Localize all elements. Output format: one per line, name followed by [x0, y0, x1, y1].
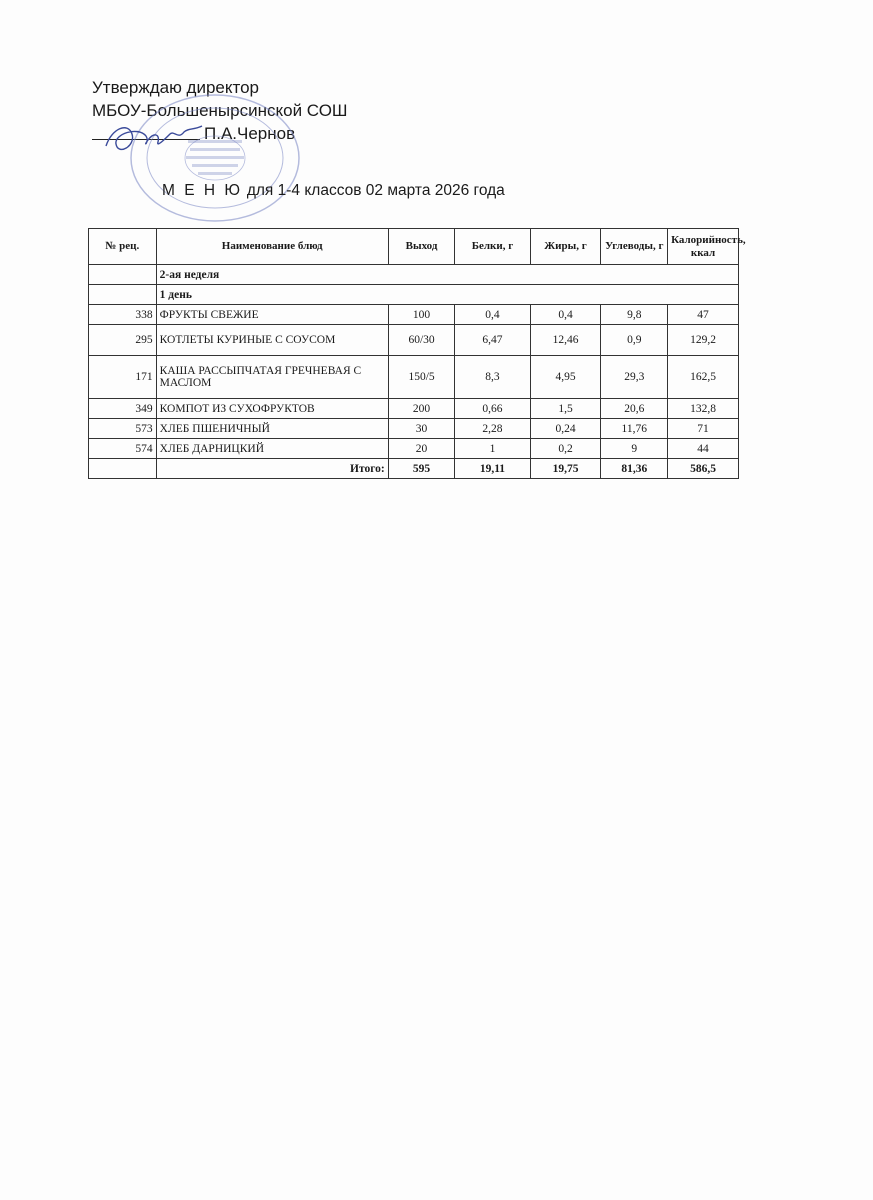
fat-cell: 12,46	[530, 325, 601, 356]
protein-cell: 8,3	[455, 356, 530, 399]
director-name: П.А.Чернов	[204, 124, 296, 143]
output-cell: 150/5	[388, 356, 455, 399]
dish-name: КАША РАССЫПЧАТАЯ ГРЕЧНЕВАЯ С МАСЛОМ	[156, 356, 388, 399]
total-output: 595	[388, 459, 455, 479]
protein-cell: 0,4	[455, 305, 530, 325]
day-label: 1 день	[156, 285, 738, 305]
total-calories: 586,5	[668, 459, 739, 479]
week-label: 2-ая неделя	[156, 265, 738, 285]
output-cell: 200	[388, 399, 455, 419]
output-cell: 20	[388, 439, 455, 459]
header-dish-name: Наименование блюд	[156, 229, 388, 265]
recipe-no: 574	[89, 439, 157, 459]
protein-cell: 0,66	[455, 399, 530, 419]
menu-title	[162, 182, 505, 200]
recipe-no: 338	[89, 305, 157, 325]
dish-name: ХЛЕБ ДАРНИЦКИЙ	[156, 439, 388, 459]
director-signature	[98, 116, 208, 162]
menu-table	[88, 228, 746, 479]
header-recipe-no: № рец.	[89, 229, 157, 265]
carbs-cell: 9,8	[601, 305, 668, 325]
dish-name: КОТЛЕТЫ КУРИНЫЕ С СОУСОМ	[156, 325, 388, 356]
carbs-cell: 11,76	[601, 419, 668, 439]
recipe-no: 171	[89, 356, 157, 399]
dish-name: ХЛЕБ ПШЕНИЧНЫЙ	[156, 419, 388, 439]
table-row	[89, 419, 739, 439]
carbs-cell: 9	[601, 439, 668, 459]
carbs-cell: 20,6	[601, 399, 668, 419]
fat-cell: 0,24	[530, 419, 601, 439]
fat-cell: 4,95	[530, 356, 601, 399]
approval-title: Утверждаю директор	[92, 78, 260, 97]
total-row	[89, 459, 739, 479]
day-row	[89, 285, 739, 305]
dish-name: ФРУКТЫ СВЕЖИЕ	[156, 305, 388, 325]
table-row	[89, 439, 739, 459]
recipe-no: 573	[89, 419, 157, 439]
header-fat: Жиры, г	[530, 229, 601, 265]
total-fat: 19,75	[530, 459, 601, 479]
table-row	[89, 356, 739, 399]
recipe-no: 349	[89, 399, 157, 419]
protein-cell: 1	[455, 439, 530, 459]
protein-cell: 2,28	[455, 419, 530, 439]
calories-cell: 71	[668, 419, 739, 439]
calories-cell: 44	[668, 439, 739, 459]
header-output: Выход	[388, 229, 455, 265]
output-cell: 30	[388, 419, 455, 439]
menu-word: М Е Н Ю	[162, 182, 243, 199]
total-label: Итого:	[156, 459, 388, 479]
calories-cell: 162,5	[668, 356, 739, 399]
header-calories: Калорийность, ккал	[668, 229, 739, 265]
calories-cell: 47	[668, 305, 739, 325]
table-header-row	[89, 229, 739, 265]
table-row	[89, 305, 739, 325]
carbs-cell: 0,9	[601, 325, 668, 356]
calories-cell: 132,8	[668, 399, 739, 419]
total-carbs: 81,36	[601, 459, 668, 479]
menu-date: для 1-4 классов 02 марта 2026 года	[242, 182, 505, 199]
recipe-no: 295	[89, 325, 157, 356]
table-row	[89, 399, 739, 419]
carbs-cell: 29,3	[601, 356, 668, 399]
fat-cell: 1,5	[530, 399, 601, 419]
output-cell: 100	[388, 305, 455, 325]
header-protein: Белки, г	[455, 229, 530, 265]
header-carbs: Углеводы, г	[601, 229, 668, 265]
week-row	[89, 265, 739, 285]
fat-cell: 0,2	[530, 439, 601, 459]
table-row	[89, 325, 739, 356]
fat-cell: 0,4	[530, 305, 601, 325]
calories-cell: 129,2	[668, 325, 739, 356]
school-name: МБОУ-Большеныpсинской СОШ	[92, 101, 348, 120]
dish-name: КОМПОТ ИЗ СУХОФРУКТОВ	[156, 399, 388, 419]
protein-cell: 6,47	[455, 325, 530, 356]
total-protein: 19,11	[455, 459, 530, 479]
output-cell: 60/30	[388, 325, 455, 356]
